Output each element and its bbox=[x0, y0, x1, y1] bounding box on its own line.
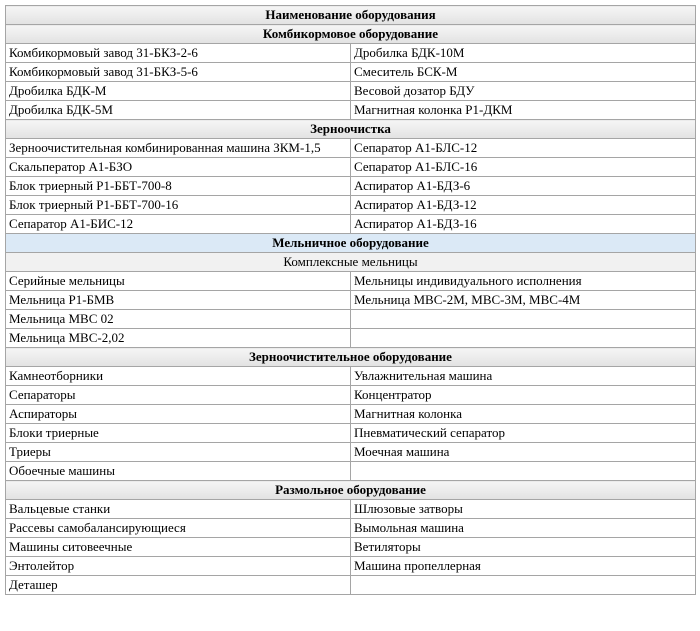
table-row bbox=[6, 215, 696, 234]
table-row bbox=[6, 576, 696, 595]
table-row bbox=[6, 101, 696, 120]
equipment-table-container bbox=[5, 5, 695, 595]
equipment-cell-left: Энтолейтор bbox=[6, 557, 351, 576]
section-header-row bbox=[6, 481, 696, 500]
equipment-cell-right: Сепаратор А1-БЛС-12 bbox=[351, 139, 696, 158]
table-row bbox=[6, 367, 696, 386]
table-row bbox=[6, 386, 696, 405]
equipment-cell-left: Мельница Р1-БМВ bbox=[6, 291, 351, 310]
table-row bbox=[6, 177, 696, 196]
equipment-cell-right: Вымольная машина bbox=[351, 519, 696, 538]
equipment-cell-right: Моечная машина bbox=[351, 443, 696, 462]
table-row bbox=[6, 538, 696, 557]
equipment-cell-left: Скальператор А1-БЗО bbox=[6, 158, 351, 177]
equipment-cell-left: Аспираторы bbox=[6, 405, 351, 424]
table-row bbox=[6, 82, 696, 101]
section-header-row bbox=[6, 348, 696, 367]
equipment-cell-right: Дробилка БДК-10М bbox=[351, 44, 696, 63]
table-title-row bbox=[6, 6, 696, 25]
equipment-cell-left: Рассевы самобалансирующиеся bbox=[6, 519, 351, 538]
equipment-cell-left: Мельница МВС-2,02 bbox=[6, 329, 351, 348]
equipment-cell-left: Мельница МВС 02 bbox=[6, 310, 351, 329]
equipment-cell-right: Пневматический сепаратор bbox=[351, 424, 696, 443]
equipment-cell-left: Сепаратор А1-БИС-12 bbox=[6, 215, 351, 234]
section-title: Комбикормовое оборудование bbox=[6, 25, 696, 44]
equipment-cell-right: Увлажнительная машина bbox=[351, 367, 696, 386]
table-row bbox=[6, 44, 696, 63]
table-row bbox=[6, 500, 696, 519]
equipment-cell-left: Дробилка БДК-5М bbox=[6, 101, 351, 120]
equipment-cell-left: Деташер bbox=[6, 576, 351, 595]
equipment-cell-right bbox=[351, 329, 696, 348]
table-row bbox=[6, 139, 696, 158]
equipment-cell-right: Магнитная колонка Р1-ДКМ bbox=[351, 101, 696, 120]
section-title: Зерноочистка bbox=[6, 120, 696, 139]
section-title: Размольное оборудование bbox=[6, 481, 696, 500]
table-row bbox=[6, 291, 696, 310]
equipment-table bbox=[5, 5, 696, 595]
table-row bbox=[6, 272, 696, 291]
equipment-cell-right: Машина пропеллерная bbox=[351, 557, 696, 576]
equipment-cell-left: Вальцевые станки bbox=[6, 500, 351, 519]
equipment-table-body bbox=[6, 6, 696, 595]
equipment-cell-right: Ветиляторы bbox=[351, 538, 696, 557]
equipment-cell-left: Зерноочистительная комбинированная машина ЗКМ-1,5 bbox=[6, 139, 351, 158]
equipment-cell-right: Шлюзовые затворы bbox=[351, 500, 696, 519]
table-row bbox=[6, 158, 696, 177]
equipment-cell-right: Весовой дозатор БДУ bbox=[351, 82, 696, 101]
equipment-cell-left: Дробилка БДК-М bbox=[6, 82, 351, 101]
table-title: Наименование оборудования bbox=[6, 6, 696, 25]
section-header-row bbox=[6, 234, 696, 253]
equipment-cell-left: Блок триерный Р1-ББТ-700-8 bbox=[6, 177, 351, 196]
equipment-cell-right bbox=[351, 576, 696, 595]
table-row bbox=[6, 557, 696, 576]
equipment-cell-right: Магнитная колонка bbox=[351, 405, 696, 424]
equipment-cell-right: Мельница МВС-2М, МВС-3М, МВС-4М bbox=[351, 291, 696, 310]
equipment-cell-right: Аспиратор А1-БДЗ-16 bbox=[351, 215, 696, 234]
equipment-cell-right: Концентратор bbox=[351, 386, 696, 405]
section-header-row bbox=[6, 120, 696, 139]
equipment-cell-right: Смеситель БСК-М bbox=[351, 63, 696, 82]
equipment-cell-left: Машины ситовеечные bbox=[6, 538, 351, 557]
table-row bbox=[6, 519, 696, 538]
equipment-cell-left: Комбикормовый завод 31-БКЗ-2-6 bbox=[6, 44, 351, 63]
table-row bbox=[6, 196, 696, 215]
equipment-cell-left: Серийные мельницы bbox=[6, 272, 351, 291]
equipment-cell-left: Комбикормовый завод 31-БКЗ-5-6 bbox=[6, 63, 351, 82]
equipment-cell-right: Мельницы индивидуального исполнения bbox=[351, 272, 696, 291]
table-row bbox=[6, 462, 696, 481]
equipment-cell-right: Сепаратор А1-БЛС-16 bbox=[351, 158, 696, 177]
table-row bbox=[6, 63, 696, 82]
section-subheader-row bbox=[6, 253, 696, 272]
equipment-cell-left: Блок триерный Р1-ББТ-700-16 bbox=[6, 196, 351, 215]
table-row bbox=[6, 329, 696, 348]
section-title: Зерноочистительное оборудование bbox=[6, 348, 696, 367]
equipment-cell-right: Аспиратор А1-БДЗ-12 bbox=[351, 196, 696, 215]
equipment-cell-left: Камнеотборники bbox=[6, 367, 351, 386]
table-row bbox=[6, 405, 696, 424]
equipment-cell-left: Триеры bbox=[6, 443, 351, 462]
section-subtitle: Комплексные мельницы bbox=[6, 253, 696, 272]
equipment-cell-left: Обоечные машины bbox=[6, 462, 351, 481]
equipment-cell-right bbox=[351, 310, 696, 329]
table-row bbox=[6, 424, 696, 443]
table-row bbox=[6, 310, 696, 329]
equipment-cell-right: Аспиратор А1-БДЗ-6 bbox=[351, 177, 696, 196]
section-title: Мельничное оборудование bbox=[6, 234, 696, 253]
table-row bbox=[6, 443, 696, 462]
equipment-cell-left: Блоки триерные bbox=[6, 424, 351, 443]
equipment-cell-right bbox=[351, 462, 696, 481]
section-header-row bbox=[6, 25, 696, 44]
equipment-cell-left: Сепараторы bbox=[6, 386, 351, 405]
